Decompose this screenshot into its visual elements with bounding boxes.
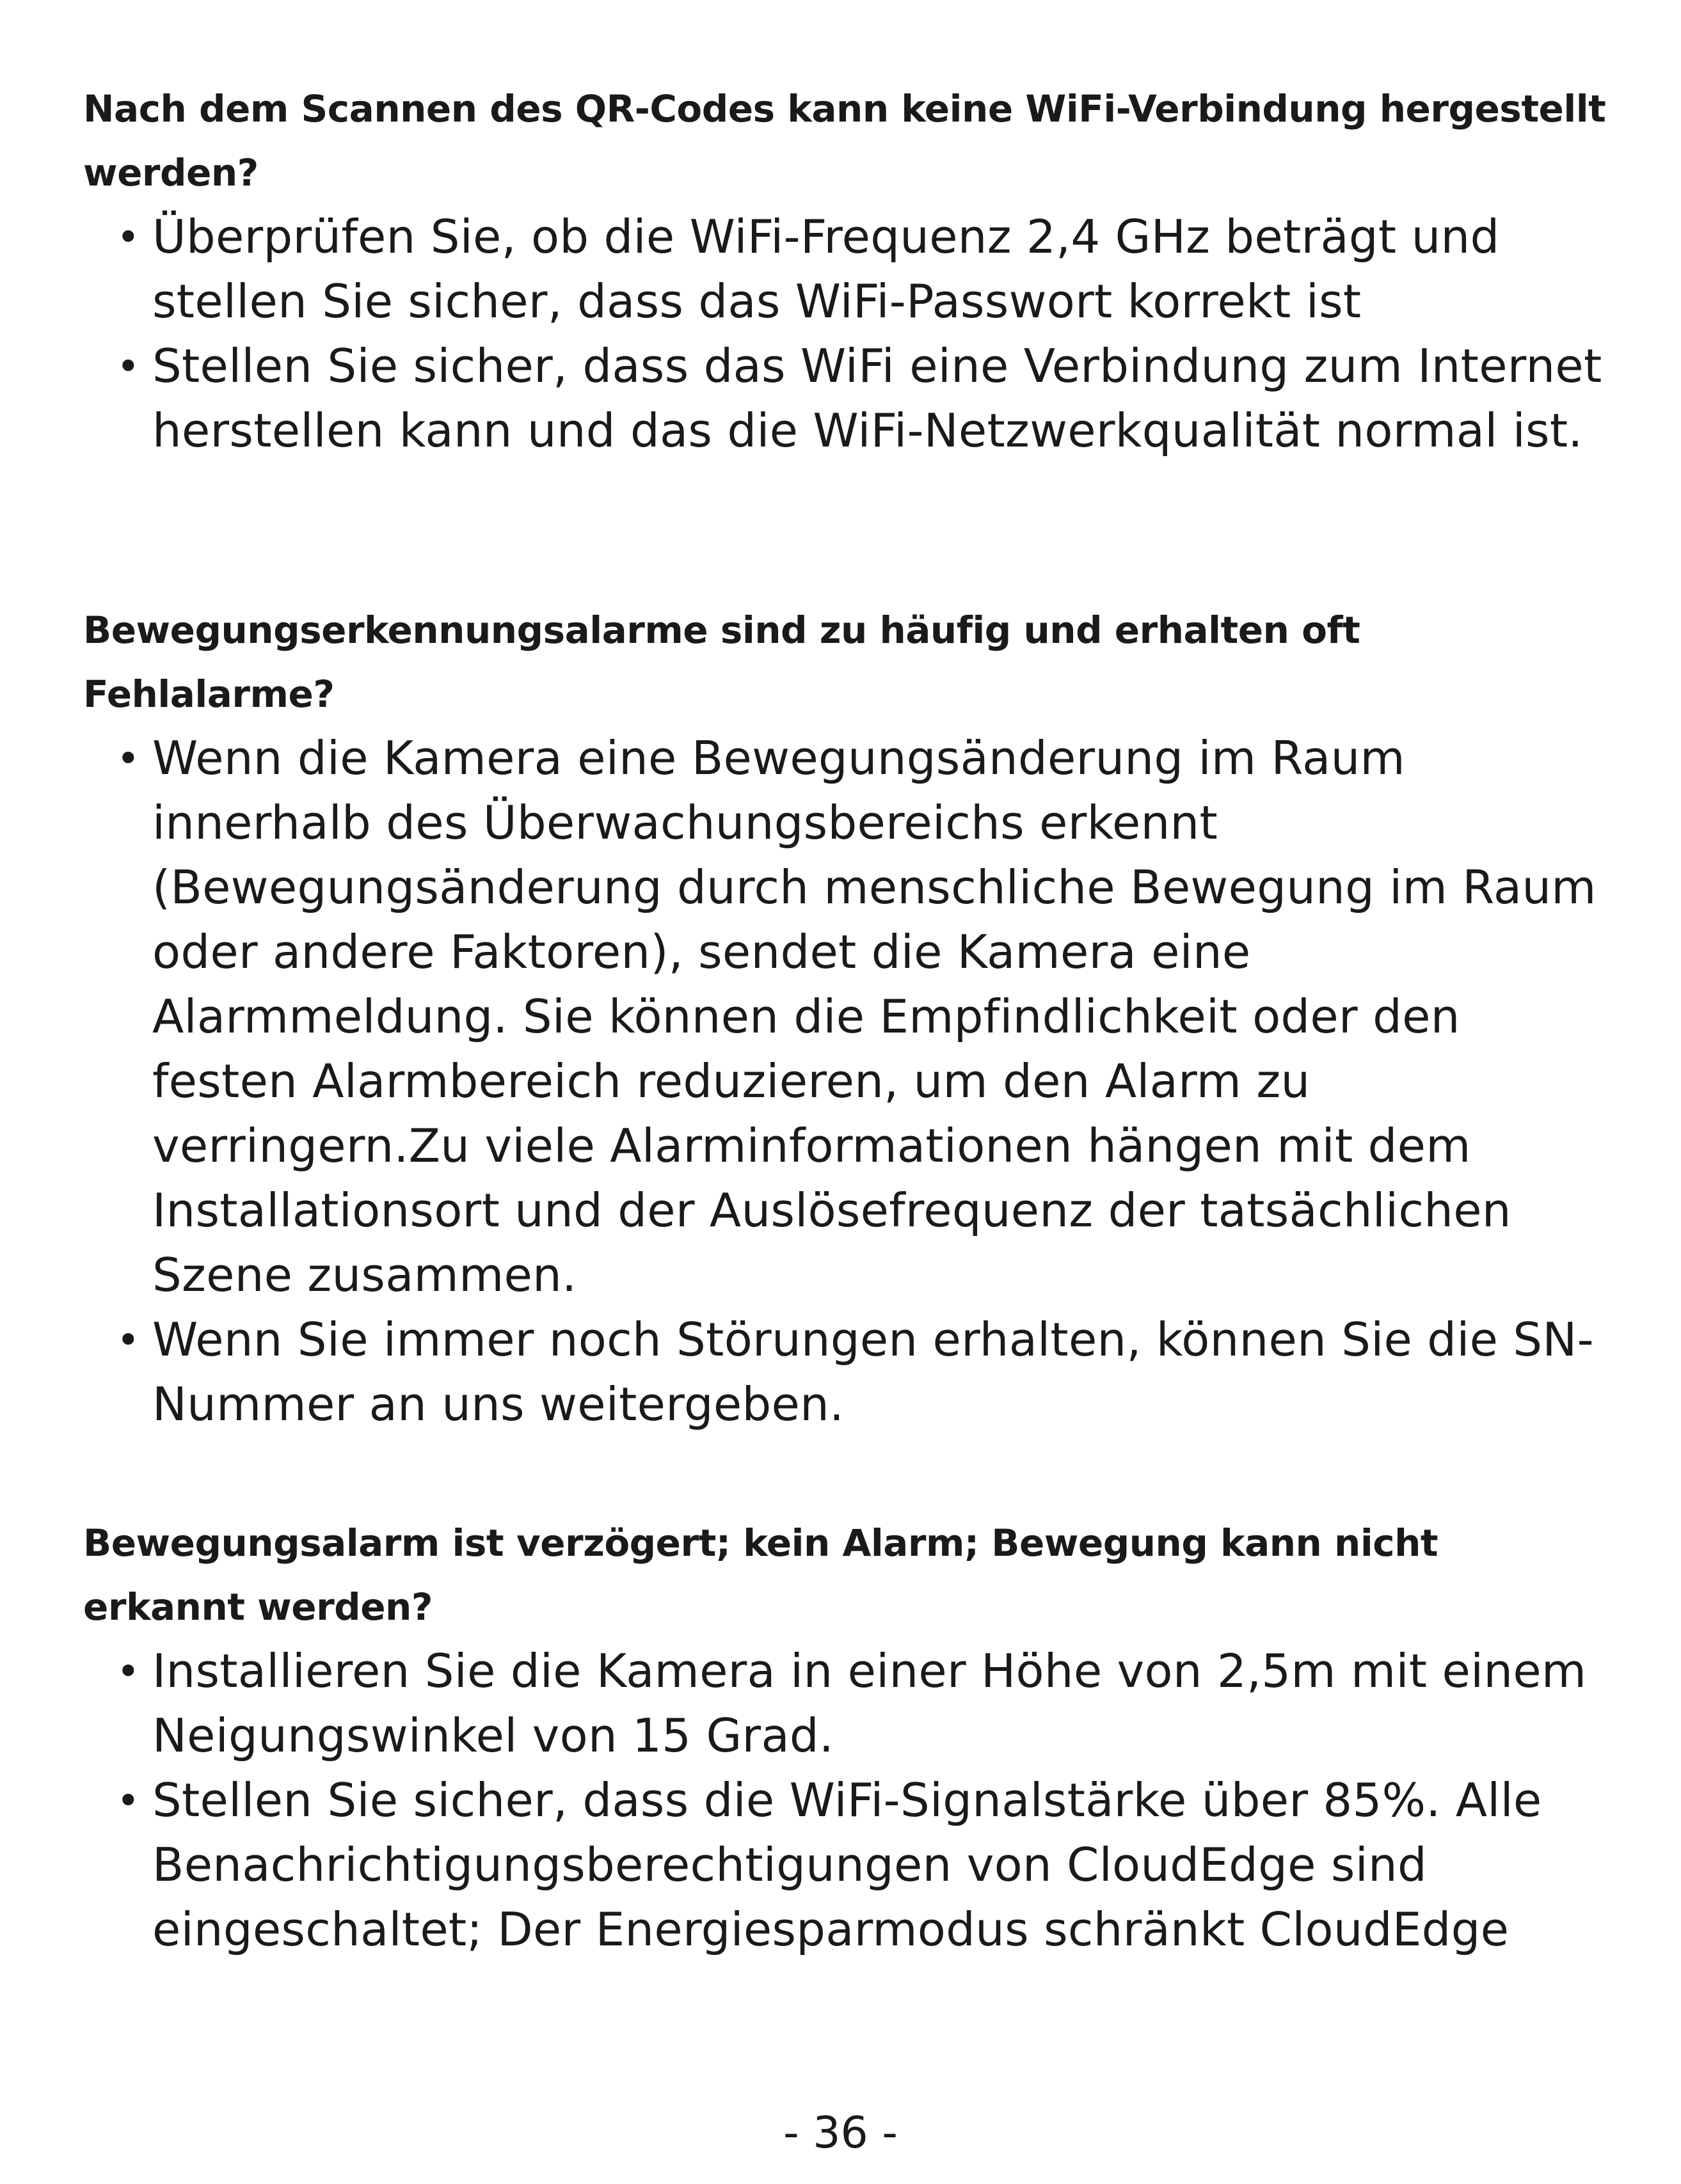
faq-answer-item <box>83 334 1606 463</box>
faq-section-wifi <box>83 77 1606 463</box>
faq-answer-text: Stellen Sie sicher, dass das WiFi eine Verbindung zum Internet herstellen kann und das die WiFi-Netzwerkqualität normal ist. <box>152 339 1602 457</box>
bullet-icon: • <box>116 343 140 390</box>
page-number: - 36 - <box>783 2108 898 2158</box>
faq-answer-text: Stellen Sie sicher, dass die WiFi-Signalstärke über 85%. Alle Benachrichtigungsberechtigungen von CloudEdge sind eingeschaltet; Der Energiesparmodus schränkt CloudEdge <box>152 1773 1542 1956</box>
faq-question-title: Bewegungsalarm ist verzögert; kein Alarm; Bewegung kann nicht erkannt werden? <box>83 1521 1438 1629</box>
bullet-icon: • <box>116 1317 140 1363</box>
faq-answer-item <box>83 1768 1606 1962</box>
faq-answer-text: Überprüfen Sie, ob die WiFi-Frequenz 2,4 GHz beträgt und stellen Sie sicher, dass das WiFi-Passwort korrekt ist <box>152 210 1500 328</box>
faq-answer-list <box>83 726 1606 1437</box>
faq-answer-list <box>83 205 1606 463</box>
faq-section-motion-delay <box>83 1511 1606 1962</box>
faq-answer-item <box>83 726 1606 1308</box>
faq-answer-item <box>83 205 1606 334</box>
faq-question-title: Bewegungserkennungsalarme sind zu häufig und erhalten oft Fehlalarme? <box>83 608 1360 716</box>
faq-answer-text: Installieren Sie die Kamera in einer Höhe von 2,5m mit einem Neigungswinkel von 15 Grad. <box>152 1644 1587 1762</box>
bullet-icon: • <box>116 1777 140 1824</box>
faq-question-title: Nach dem Scannen des QR-Codes kann keine WiFi-Verbindung hergestellt werden? <box>83 87 1606 194</box>
faq-answer-item <box>83 1639 1606 1768</box>
bullet-icon: • <box>116 214 140 260</box>
faq-answer-text: Wenn die Kamera eine Bewegungsänderung im Raum innerhalb des Überwachungsbereichs erkennt (Bewegungsänderung durch menschliche Bewegung im Raum oder andere Faktoren), sendet die Kamera eine Alarmmeldung. Sie können die Empfindlichkeit oder den festen Alarmbereich reduzieren, um den Alarm zu verringern.Zu viele Alarminformationen hängen mit dem Installationsort und der Auslösefrequenz der tatsächlichen Szene zusammen. <box>152 731 1597 1302</box>
faq-answer-list <box>83 1639 1606 1962</box>
faq-section-motion-alarms <box>83 598 1606 1437</box>
faq-answer-text: Wenn Sie immer noch Störungen erhalten, können Sie die SN-Nummer an uns weitergeben. <box>152 1313 1594 1431</box>
bullet-icon: • <box>116 1648 140 1695</box>
bullet-icon: • <box>116 735 140 782</box>
faq-answer-item <box>83 1308 1606 1437</box>
